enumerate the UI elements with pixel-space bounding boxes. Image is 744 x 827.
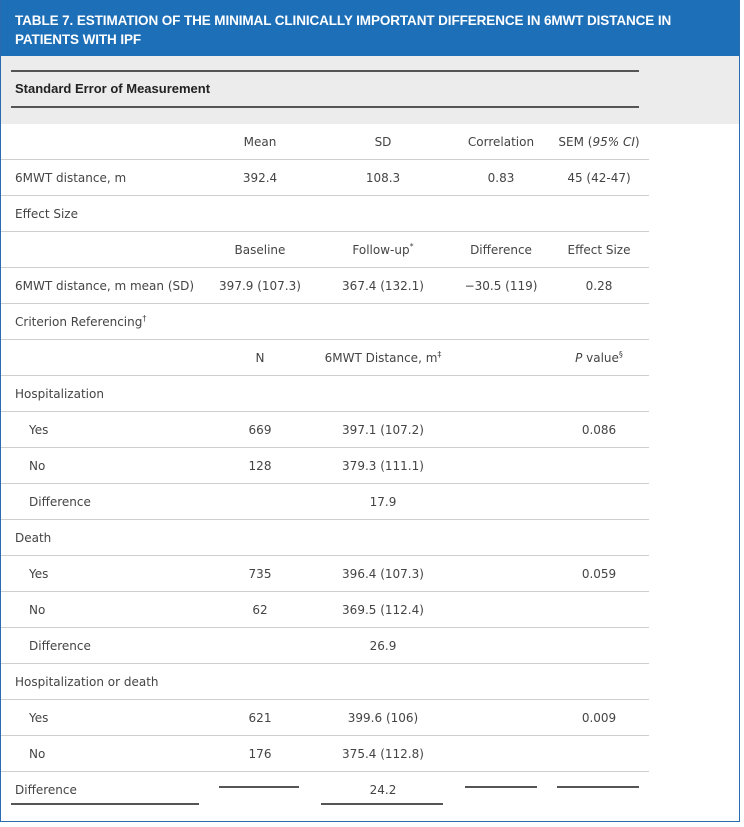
criterion-section-label — [1, 304, 649, 340]
distance-value: 375.4 (112.8) — [342, 747, 424, 761]
effect-size-value: 0.28 — [585, 279, 613, 293]
difference-value: 24.2 — [369, 783, 397, 797]
distance-value: 396.4 (107.3) — [342, 567, 424, 581]
sem-value: 45 (42-47) — [567, 171, 631, 185]
row-label: Difference — [29, 639, 91, 653]
group-label: Death — [15, 531, 52, 545]
group-label: Hospitalization — [15, 387, 104, 401]
table-row — [1, 412, 649, 448]
p-value: 0.059 — [581, 567, 617, 581]
group-label-row — [1, 664, 649, 700]
bottom-rule — [219, 786, 299, 788]
followup-value: 367.4 (132.1) — [342, 279, 424, 293]
col-mean: Mean — [243, 135, 277, 149]
n-value: 621 — [248, 711, 272, 725]
row-label: No — [29, 603, 46, 617]
row-label: 6MWT distance, m — [15, 171, 127, 185]
group-label: Hospitalization or death — [15, 675, 159, 689]
p-value: 0.009 — [581, 711, 617, 725]
header-top-rule — [11, 70, 639, 72]
row-label: Difference — [15, 783, 77, 797]
section-label: Criterion Referencing† — [15, 314, 147, 329]
col-followup: Follow-up* — [352, 242, 414, 257]
distance-value: 399.6 (106) — [347, 711, 419, 725]
col-effect-size: Effect Size — [567, 243, 631, 257]
difference-value: 17.9 — [369, 495, 397, 509]
effect-size-column-headers — [1, 232, 649, 268]
n-value: 669 — [248, 423, 272, 437]
correlation-value: 0.83 — [487, 171, 515, 185]
table-row — [1, 448, 649, 484]
section-label: Effect Size — [15, 207, 78, 221]
sd-value: 108.3 — [365, 171, 401, 185]
distance-value: 379.3 (111.1) — [342, 459, 424, 473]
distance-value: 397.1 (107.2) — [342, 423, 424, 437]
table-row — [1, 556, 649, 592]
baseline-value: 397.9 (107.3) — [219, 279, 301, 293]
sem-section-header — [1, 56, 739, 124]
row-label: Yes — [29, 711, 49, 725]
table-row — [1, 700, 649, 736]
table-row — [1, 628, 649, 664]
bottom-rule — [321, 803, 443, 805]
table-row — [1, 592, 649, 628]
n-value: 735 — [248, 567, 272, 581]
table-row — [1, 268, 649, 304]
header-bottom-rule — [11, 106, 639, 108]
n-value: 176 — [248, 747, 272, 761]
n-value: 128 — [248, 459, 272, 473]
bottom-rule — [11, 803, 199, 805]
col-baseline: Baseline — [234, 243, 286, 257]
group-label-row — [1, 520, 649, 556]
n-value: 62 — [252, 603, 268, 617]
col-p-value: P value§ — [575, 350, 623, 365]
p-value: 0.086 — [581, 423, 617, 437]
table-row — [1, 736, 649, 772]
table-row — [1, 484, 649, 520]
col-sem: SEM (95% CI) — [558, 135, 640, 149]
effect-size-section-label — [1, 196, 649, 232]
row-label: Yes — [29, 423, 49, 437]
difference-value: −30.5 (119) — [464, 279, 538, 293]
sem-column-headers — [1, 124, 649, 160]
row-label: 6MWT distance, m mean (SD) — [15, 279, 195, 293]
row-label: Yes — [29, 567, 49, 581]
sem-section-label: Standard Error of Measurement — [15, 81, 211, 96]
table-row — [1, 160, 649, 196]
row-label: No — [29, 459, 46, 473]
distance-value: 369.5 (112.4) — [342, 603, 424, 617]
table-title: TABLE 7. ESTIMATION OF THE MINIMAL CLINICALLY IMPORTANT DIFFERENCE IN 6MWT DISTANCE IN PATIENTS WITH IPF — [1, 0, 739, 56]
col-sd: SD — [374, 135, 392, 149]
row-label: No — [29, 747, 46, 761]
col-distance: 6MWT Distance, m‡ — [324, 350, 442, 365]
col-difference: Difference — [470, 243, 532, 257]
difference-value: 26.9 — [369, 639, 397, 653]
col-correlation: Correlation — [467, 135, 535, 149]
group-label-row — [1, 376, 649, 412]
bottom-rule — [465, 786, 537, 788]
col-n: N — [255, 351, 265, 365]
mean-value: 392.4 — [242, 171, 278, 185]
bottom-rule — [557, 786, 639, 788]
criterion-column-headers — [1, 340, 649, 376]
row-label: Difference — [29, 495, 91, 509]
